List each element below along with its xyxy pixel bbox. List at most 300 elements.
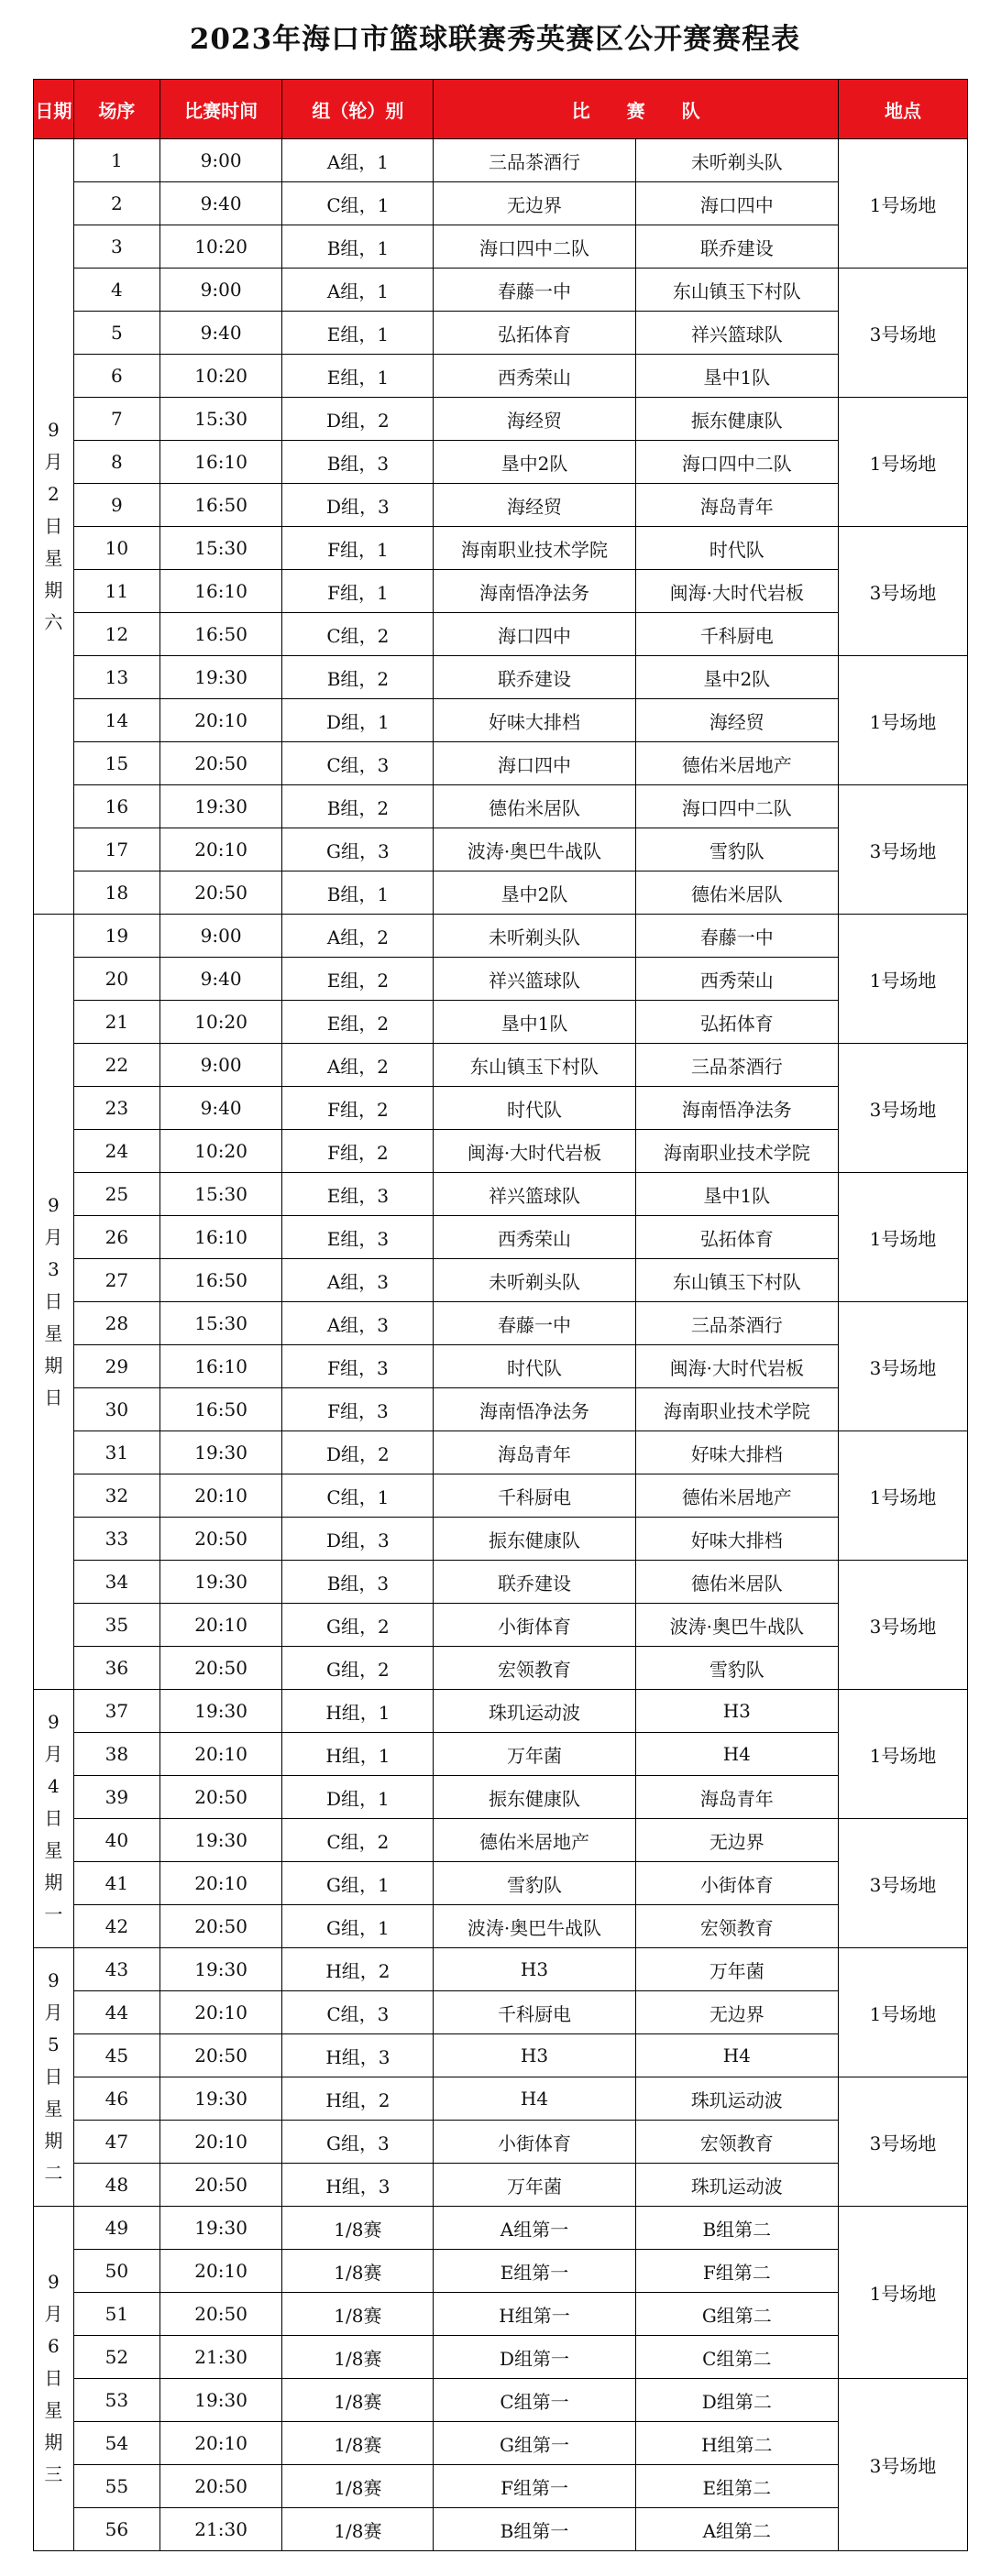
team1-cell: 海经贸 <box>434 484 635 527</box>
page-title: 2023年海口市篮球联赛秀英赛区公开赛赛程表 <box>189 23 801 56</box>
team2-cell: 东山镇玉下村队 <box>635 1259 838 1302</box>
time-cell: 16:50 <box>160 1388 282 1431</box>
group-cell: B组，3 <box>282 1561 434 1604</box>
table-row <box>34 828 968 871</box>
table-row <box>34 2207 968 2250</box>
venue-cell: 1号场地 <box>838 139 967 269</box>
team2-cell: F组第二 <box>635 2250 838 2293</box>
time-cell: 16:50 <box>160 484 282 527</box>
seq-cell: 6 <box>73 355 160 398</box>
seq-cell: 44 <box>73 1991 160 2034</box>
team2-cell: 海南职业技术学院 <box>635 1130 838 1173</box>
group-cell: E组，2 <box>282 1001 434 1044</box>
table-row <box>34 1905 968 1948</box>
seq-cell: 8 <box>73 441 160 484</box>
group-cell: G组，1 <box>282 1905 434 1948</box>
time-cell: 9:40 <box>160 312 282 355</box>
team2-cell: 宏领教育 <box>635 2121 838 2164</box>
team2-cell: 海口四中二队 <box>635 785 838 828</box>
group-cell: H组，1 <box>282 1690 434 1733</box>
group-cell: B组，3 <box>282 441 434 484</box>
team1-cell: 海经贸 <box>434 398 635 441</box>
group-cell: A组，3 <box>282 1259 434 1302</box>
time-cell: 9:00 <box>160 139 282 182</box>
table-row <box>34 312 968 355</box>
time-cell: 15:30 <box>160 398 282 441</box>
date-cell: 9 月 5 日 星 期 二 <box>34 1948 74 2207</box>
time-cell: 20:50 <box>160 1905 282 1948</box>
venue-cell: 3号场地 <box>838 2379 967 2551</box>
group-cell: E组，1 <box>282 312 434 355</box>
group-cell: E组，1 <box>282 355 434 398</box>
seq-cell: 34 <box>73 1561 160 1604</box>
venue-cell: 3号场地 <box>838 1819 967 1948</box>
team2-cell: 未听剃头队 <box>635 139 838 182</box>
table-row <box>34 1647 968 1690</box>
team1-cell: D组第一 <box>434 2336 635 2379</box>
time-cell: 20:10 <box>160 2121 282 2164</box>
time-cell: 20:10 <box>160 828 282 871</box>
team2-cell: 德佑米居地产 <box>635 1474 838 1518</box>
seq-cell: 3 <box>73 225 160 269</box>
team2-cell: 联乔建设 <box>635 225 838 269</box>
seq-cell: 19 <box>73 915 160 958</box>
table-row <box>34 1087 968 1130</box>
table-row <box>34 742 968 785</box>
team2-cell: 海南悟净法务 <box>635 1087 838 1130</box>
team2-cell: 雪豹队 <box>635 1647 838 1690</box>
header-date: 日期 <box>34 80 74 139</box>
venue-cell: 3号场地 <box>838 785 967 915</box>
time-cell: 19:30 <box>160 2207 282 2250</box>
team1-cell: F组第一 <box>434 2465 635 2508</box>
team2-cell: 时代队 <box>635 527 838 570</box>
team2-cell: 波涛·奥巴牛战队 <box>635 1604 838 1647</box>
time-cell: 20:50 <box>160 2465 282 2508</box>
seq-cell: 46 <box>73 2077 160 2121</box>
team1-cell: 垦中1队 <box>434 1001 635 1044</box>
team1-cell: 海南职业技术学院 <box>434 527 635 570</box>
team2-cell: 振东健康队 <box>635 398 838 441</box>
time-cell: 19:30 <box>160 1948 282 1991</box>
team2-cell: 珠玑运动波 <box>635 2164 838 2207</box>
venue-cell: 1号场地 <box>838 915 967 1044</box>
team2-cell: H组第二 <box>635 2422 838 2465</box>
team1-cell: 好味大排档 <box>434 699 635 742</box>
table-row <box>34 527 968 570</box>
table-row <box>34 2293 968 2336</box>
team1-cell: 万年菌 <box>434 1733 635 1776</box>
team2-cell: 垦中2队 <box>635 656 838 699</box>
group-cell: 1/8赛 <box>282 2422 434 2465</box>
team2-cell: 闽海·大时代岩板 <box>635 1345 838 1388</box>
team1-cell: 无边界 <box>434 182 635 225</box>
team1-cell: 珠玑运动波 <box>434 1690 635 1733</box>
team2-cell: 德佑米居队 <box>635 871 838 915</box>
team2-cell: C组第二 <box>635 2336 838 2379</box>
group-cell: 1/8赛 <box>282 2250 434 2293</box>
team1-cell: 春藤一中 <box>434 269 635 312</box>
team1-cell: 弘拓体育 <box>434 312 635 355</box>
team1-cell: 祥兴篮球队 <box>434 1173 635 1216</box>
team1-cell: 垦中2队 <box>434 441 635 484</box>
table-row <box>34 2379 968 2422</box>
table-row <box>34 1561 968 1604</box>
group-cell: 1/8赛 <box>282 2379 434 2422</box>
group-cell: F组，2 <box>282 1130 434 1173</box>
seq-cell: 38 <box>73 1733 160 1776</box>
seq-cell: 2 <box>73 182 160 225</box>
group-cell: 1/8赛 <box>282 2207 434 2250</box>
group-cell: D组，2 <box>282 398 434 441</box>
venue-cell: 1号场地 <box>838 1948 967 2077</box>
group-cell: D组，1 <box>282 1776 434 1819</box>
table-row <box>34 1431 968 1474</box>
team1-cell: 时代队 <box>434 1087 635 1130</box>
table-row <box>34 139 968 182</box>
seq-cell: 41 <box>73 1862 160 1905</box>
seq-cell: 54 <box>73 2422 160 2465</box>
team1-cell: 小街体育 <box>434 2121 635 2164</box>
date-cell: 9 月 6 日 星 期 三 <box>34 2207 74 2551</box>
team2-cell: 三品茶酒行 <box>635 1044 838 1087</box>
team1-cell: 小街体育 <box>434 1604 635 1647</box>
table-header <box>34 80 968 139</box>
seq-cell: 28 <box>73 1302 160 1345</box>
seq-cell: 32 <box>73 1474 160 1518</box>
team1-cell: 西秀荣山 <box>434 1216 635 1259</box>
team1-cell: 千科厨电 <box>434 1991 635 2034</box>
table-body <box>34 139 968 2551</box>
team1-cell: A组第一 <box>434 2207 635 2250</box>
team2-cell: 春藤一中 <box>635 915 838 958</box>
seq-cell: 50 <box>73 2250 160 2293</box>
time-cell: 20:10 <box>160 1991 282 2034</box>
seq-cell: 20 <box>73 958 160 1001</box>
table-row <box>34 2164 968 2207</box>
seq-cell: 27 <box>73 1259 160 1302</box>
table-row <box>34 225 968 269</box>
time-cell: 19:30 <box>160 1431 282 1474</box>
team1-cell: 垦中2队 <box>434 871 635 915</box>
team2-cell: 弘拓体育 <box>635 1216 838 1259</box>
venue-cell: 3号场地 <box>838 269 967 398</box>
seq-cell: 25 <box>73 1173 160 1216</box>
team2-cell: 德佑米居地产 <box>635 742 838 785</box>
group-cell: D组，3 <box>282 1518 434 1561</box>
team1-cell: 祥兴篮球队 <box>434 958 635 1001</box>
table-row <box>34 2077 968 2121</box>
team1-cell: 振东健康队 <box>434 1518 635 1561</box>
seq-cell: 21 <box>73 1001 160 1044</box>
table-row <box>34 1345 968 1388</box>
team1-cell: 千科厨电 <box>434 1474 635 1518</box>
team1-cell: H4 <box>434 2077 635 2121</box>
group-cell: A组，2 <box>282 1044 434 1087</box>
group-cell: 1/8赛 <box>282 2336 434 2379</box>
team1-cell: 海岛青年 <box>434 1431 635 1474</box>
time-cell: 19:30 <box>160 2379 282 2422</box>
team1-cell: G组第一 <box>434 2422 635 2465</box>
table-row <box>34 1130 968 1173</box>
table-row <box>34 1302 968 1345</box>
time-cell: 16:10 <box>160 441 282 484</box>
group-cell: F组，2 <box>282 1087 434 1130</box>
time-cell: 20:50 <box>160 742 282 785</box>
table-row <box>34 1690 968 1733</box>
table-row <box>34 1862 968 1905</box>
team1-cell: 未听剃头队 <box>434 915 635 958</box>
group-cell: H组，3 <box>282 2034 434 2077</box>
time-cell: 20:10 <box>160 1474 282 1518</box>
team2-cell: E组第二 <box>635 2465 838 2508</box>
team1-cell: 海南悟净法务 <box>434 1388 635 1431</box>
seq-cell: 10 <box>73 527 160 570</box>
group-cell: H组，1 <box>282 1733 434 1776</box>
seq-cell: 53 <box>73 2379 160 2422</box>
team2-cell: 海经贸 <box>635 699 838 742</box>
seq-cell: 18 <box>73 871 160 915</box>
seq-cell: 15 <box>73 742 160 785</box>
team1-cell: 未听剃头队 <box>434 1259 635 1302</box>
team1-cell: 德佑米居地产 <box>434 1819 635 1862</box>
time-cell: 9:00 <box>160 915 282 958</box>
team2-cell: 三品茶酒行 <box>635 1302 838 1345</box>
seq-cell: 31 <box>73 1431 160 1474</box>
seq-cell: 7 <box>73 398 160 441</box>
group-cell: G组，2 <box>282 1647 434 1690</box>
seq-cell: 13 <box>73 656 160 699</box>
venue-cell: 1号场地 <box>838 656 967 785</box>
table-row <box>34 2034 968 2077</box>
seq-cell: 23 <box>73 1087 160 1130</box>
team1-cell: H3 <box>434 2034 635 2077</box>
seq-cell: 39 <box>73 1776 160 1819</box>
team2-cell: A组第二 <box>635 2508 838 2551</box>
team2-cell: 西秀荣山 <box>635 958 838 1001</box>
table-row <box>34 1259 968 1302</box>
group-cell: E组，3 <box>282 1216 434 1259</box>
group-cell: F组，3 <box>282 1388 434 1431</box>
team1-cell: C组第一 <box>434 2379 635 2422</box>
table-row <box>34 484 968 527</box>
time-cell: 20:10 <box>160 699 282 742</box>
group-cell: A组，1 <box>282 139 434 182</box>
table-row <box>34 570 968 613</box>
time-cell: 20:10 <box>160 1733 282 1776</box>
group-cell: B组，1 <box>282 871 434 915</box>
time-cell: 19:30 <box>160 1690 282 1733</box>
group-cell: H组，2 <box>282 1948 434 1991</box>
team2-cell: 垦中1队 <box>635 355 838 398</box>
time-cell: 20:50 <box>160 871 282 915</box>
table-row <box>34 269 968 312</box>
time-cell: 19:30 <box>160 656 282 699</box>
table-row <box>34 1948 968 1991</box>
team1-cell: 时代队 <box>434 1345 635 1388</box>
time-cell: 20:10 <box>160 2422 282 2465</box>
team2-cell: D组第二 <box>635 2379 838 2422</box>
table-row <box>34 2422 968 2465</box>
venue-cell: 3号场地 <box>838 1561 967 1690</box>
team2-cell: 万年菌 <box>635 1948 838 1991</box>
table-row <box>34 2250 968 2293</box>
table-row <box>34 1819 968 1862</box>
time-cell: 20:50 <box>160 2034 282 2077</box>
seq-cell: 47 <box>73 2121 160 2164</box>
time-cell: 20:10 <box>160 1862 282 1905</box>
table-row <box>34 355 968 398</box>
date-cell: 9 月 4 日 星 期 一 <box>34 1690 74 1948</box>
team2-cell: 无边界 <box>635 1991 838 2034</box>
seq-cell: 17 <box>73 828 160 871</box>
team2-cell: 德佑米居队 <box>635 1561 838 1604</box>
team2-cell: 海南职业技术学院 <box>635 1388 838 1431</box>
seq-cell: 33 <box>73 1518 160 1561</box>
group-cell: G组，1 <box>282 1862 434 1905</box>
team2-cell: 珠玑运动波 <box>635 2077 838 2121</box>
team1-cell: 万年菌 <box>434 2164 635 2207</box>
seq-cell: 24 <box>73 1130 160 1173</box>
group-cell: C组，1 <box>282 182 434 225</box>
group-cell: F组，1 <box>282 527 434 570</box>
team2-cell: 千科厨电 <box>635 613 838 656</box>
group-cell: F组，1 <box>282 570 434 613</box>
group-cell: C组，1 <box>282 1474 434 1518</box>
group-cell: A组，3 <box>282 1302 434 1345</box>
team2-cell: 海岛青年 <box>635 1776 838 1819</box>
venue-cell: 3号场地 <box>838 1302 967 1431</box>
team1-cell: 春藤一中 <box>434 1302 635 1345</box>
seq-cell: 48 <box>73 2164 160 2207</box>
header-teams: 比 赛 队 <box>434 80 839 139</box>
team2-cell: 弘拓体育 <box>635 1001 838 1044</box>
team2-cell: 小街体育 <box>635 1862 838 1905</box>
seq-cell: 42 <box>73 1905 160 1948</box>
seq-cell: 16 <box>73 785 160 828</box>
team1-cell: 三品茶酒行 <box>434 139 635 182</box>
team1-cell: 联乔建设 <box>434 656 635 699</box>
team1-cell: 海口四中二队 <box>434 225 635 269</box>
team2-cell: 好味大排档 <box>635 1518 838 1561</box>
table-row <box>34 656 968 699</box>
team1-cell: 波涛·奥巴牛战队 <box>434 1905 635 1948</box>
table-row <box>34 958 968 1001</box>
team1-cell: 闽海·大时代岩板 <box>434 1130 635 1173</box>
team1-cell: 海南悟净法务 <box>434 570 635 613</box>
seq-cell: 51 <box>73 2293 160 2336</box>
table-row <box>34 2508 968 2551</box>
group-cell: H组，2 <box>282 2077 434 2121</box>
team1-cell: 联乔建设 <box>434 1561 635 1604</box>
team2-cell: 东山镇玉下村队 <box>635 269 838 312</box>
team2-cell: H4 <box>635 2034 838 2077</box>
seq-cell: 36 <box>73 1647 160 1690</box>
team1-cell: 德佑米居队 <box>434 785 635 828</box>
time-cell: 10:20 <box>160 1001 282 1044</box>
team2-cell: 海口四中二队 <box>635 441 838 484</box>
group-cell: G组，3 <box>282 2121 434 2164</box>
table-row <box>34 182 968 225</box>
time-cell: 19:30 <box>160 785 282 828</box>
group-cell: B组，2 <box>282 785 434 828</box>
date-cell: 9 月 3 日 星 期 日 <box>34 915 74 1690</box>
date-cell: 9 月 2 日 星 期 六 <box>34 139 74 915</box>
team2-cell: H3 <box>635 1690 838 1733</box>
venue-cell: 1号场地 <box>838 2207 967 2379</box>
group-cell: B组，1 <box>282 225 434 269</box>
time-cell: 9:40 <box>160 958 282 1001</box>
team2-cell: 祥兴篮球队 <box>635 312 838 355</box>
seq-cell: 29 <box>73 1345 160 1388</box>
seq-cell: 9 <box>73 484 160 527</box>
team1-cell: 雪豹队 <box>434 1862 635 1905</box>
team1-cell: 海口四中 <box>434 742 635 785</box>
venue-cell: 3号场地 <box>838 527 967 656</box>
group-cell: C组，2 <box>282 1819 434 1862</box>
team2-cell: 好味大排档 <box>635 1431 838 1474</box>
team1-cell: 宏领教育 <box>434 1647 635 1690</box>
seq-cell: 45 <box>73 2034 160 2077</box>
group-cell: D组，1 <box>282 699 434 742</box>
seq-cell: 1 <box>73 139 160 182</box>
team1-cell: 海口四中 <box>434 613 635 656</box>
group-cell: C组，2 <box>282 613 434 656</box>
header-group: 组（轮）别 <box>282 80 434 139</box>
group-cell: G组，2 <box>282 1604 434 1647</box>
team1-cell: 振东健康队 <box>434 1776 635 1819</box>
seq-cell: 26 <box>73 1216 160 1259</box>
time-cell: 9:00 <box>160 269 282 312</box>
seq-cell: 49 <box>73 2207 160 2250</box>
team1-cell: H组第一 <box>434 2293 635 2336</box>
table-row <box>34 1776 968 1819</box>
team1-cell: E组第一 <box>434 2250 635 2293</box>
schedule-table <box>33 79 968 2551</box>
seq-cell: 4 <box>73 269 160 312</box>
table-row <box>34 1733 968 1776</box>
table-row <box>34 915 968 958</box>
group-cell: 1/8赛 <box>282 2293 434 2336</box>
team2-cell: H4 <box>635 1733 838 1776</box>
time-cell: 10:20 <box>160 225 282 269</box>
table-row <box>34 1044 968 1087</box>
time-cell: 16:50 <box>160 613 282 656</box>
team2-cell: 闽海·大时代岩板 <box>635 570 838 613</box>
time-cell: 19:30 <box>160 1819 282 1862</box>
seq-cell: 43 <box>73 1948 160 1991</box>
table-row <box>34 1518 968 1561</box>
time-cell: 20:10 <box>160 1604 282 1647</box>
time-cell: 15:30 <box>160 1302 282 1345</box>
time-cell: 20:50 <box>160 1776 282 1819</box>
time-cell: 9:40 <box>160 182 282 225</box>
team2-cell: 雪豹队 <box>635 828 838 871</box>
group-cell: E组，2 <box>282 958 434 1001</box>
time-cell: 20:50 <box>160 1647 282 1690</box>
table-row <box>34 1991 968 2034</box>
seq-cell: 5 <box>73 312 160 355</box>
team2-cell: 垦中1队 <box>635 1173 838 1216</box>
group-cell: C组，3 <box>282 742 434 785</box>
time-cell: 9:00 <box>160 1044 282 1087</box>
group-cell: F组，3 <box>282 1345 434 1388</box>
header-time: 比赛时间 <box>160 80 282 139</box>
group-cell: H组，3 <box>282 2164 434 2207</box>
time-cell: 20:10 <box>160 2250 282 2293</box>
group-cell: C组，3 <box>282 1991 434 2034</box>
venue-cell: 3号场地 <box>838 1044 967 1173</box>
